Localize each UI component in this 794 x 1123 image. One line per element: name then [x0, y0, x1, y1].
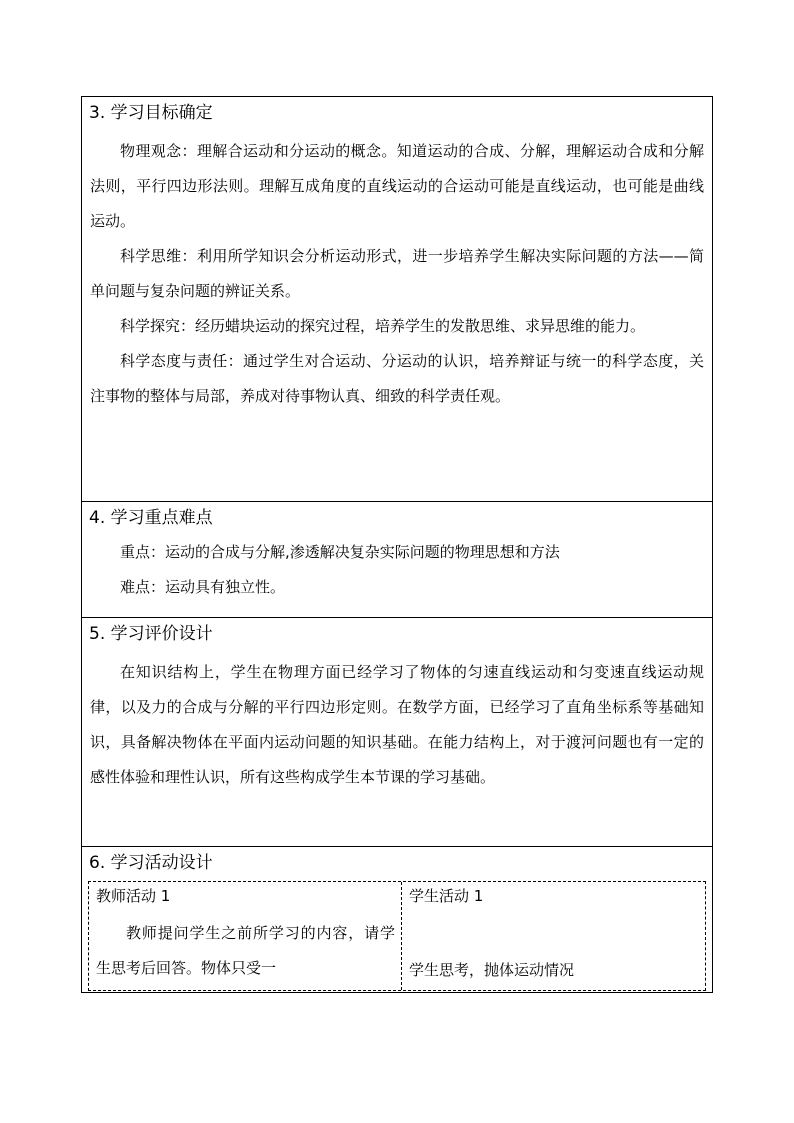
teacher-activity-cell	[89, 882, 402, 990]
teacher-activity-title: 教师活动 1	[96, 887, 171, 905]
section-title: 5. 学习评价设计	[89, 624, 213, 644]
section-title: 6. 学习活动设计	[89, 853, 213, 873]
paragraph-difficulty: 难点：运动具有独立性。	[120, 578, 286, 596]
paragraph-scientific-inquiry: 科学探究：经历蜡块运动的探究过程，培养学生的发散思维、求异思维的能力。	[120, 317, 646, 335]
section-evaluation-design	[82, 618, 712, 847]
section-title: 3. 学习目标确定	[89, 103, 213, 123]
paragraph-scientific-thinking: 科学思维：利用所学知识会分析运动形式，进一步培养学生解决实际问题的方法——简单问题与复杂问题的辨证关系。	[90, 247, 704, 300]
section-learning-objectives	[82, 97, 712, 502]
section-key-points	[82, 502, 712, 618]
lesson-plan-table	[81, 96, 713, 993]
paragraph-evaluation: 在知识结构上，学生在物理方面已经学习了物体的匀速直线运动和匀变速直线运动规律，以及力的合成与分解的平行四边形定则。在数学方面，已经学习了直角坐标系等基础知识，具备解决物体在平面内运动问题的知识基础。在能力结构上，对于渡河问题也有一定的感性体验和理性认识，所有这些构成学生本节课的学习基础。	[90, 663, 704, 786]
paragraph-key-point: 重点：运动的合成与分解,渗透解决复杂实际问题的物理思想和方法	[120, 543, 560, 561]
section-title: 4. 学习重点难点	[89, 508, 213, 528]
student-activity-text: 学生思考，抛体运动情况	[409, 961, 575, 979]
paragraph-scientific-attitude: 科学态度与责任：通过学生对合运动、分运动的认识，培养辩证与统一的科学态度，关注事物的整体与局部，养成对待事物认真、细致的科学责任观。	[90, 352, 704, 405]
paragraph-physics-concept: 物理观念：理解合运动和分运动的概念。知道运动的合成、分解，理解运动合成和分解法则，平行四边形法则。理解互成角度的直线运动的合运动可能是直线运动，也可能是曲线运动。	[90, 142, 704, 230]
student-activity-cell	[402, 882, 705, 990]
activity-table	[88, 881, 706, 991]
teacher-activity-text: 教师提问学生之前所学习的内容，请学生思考后回答。物体只受一	[96, 924, 395, 977]
student-activity-title: 学生活动 1	[409, 887, 484, 905]
